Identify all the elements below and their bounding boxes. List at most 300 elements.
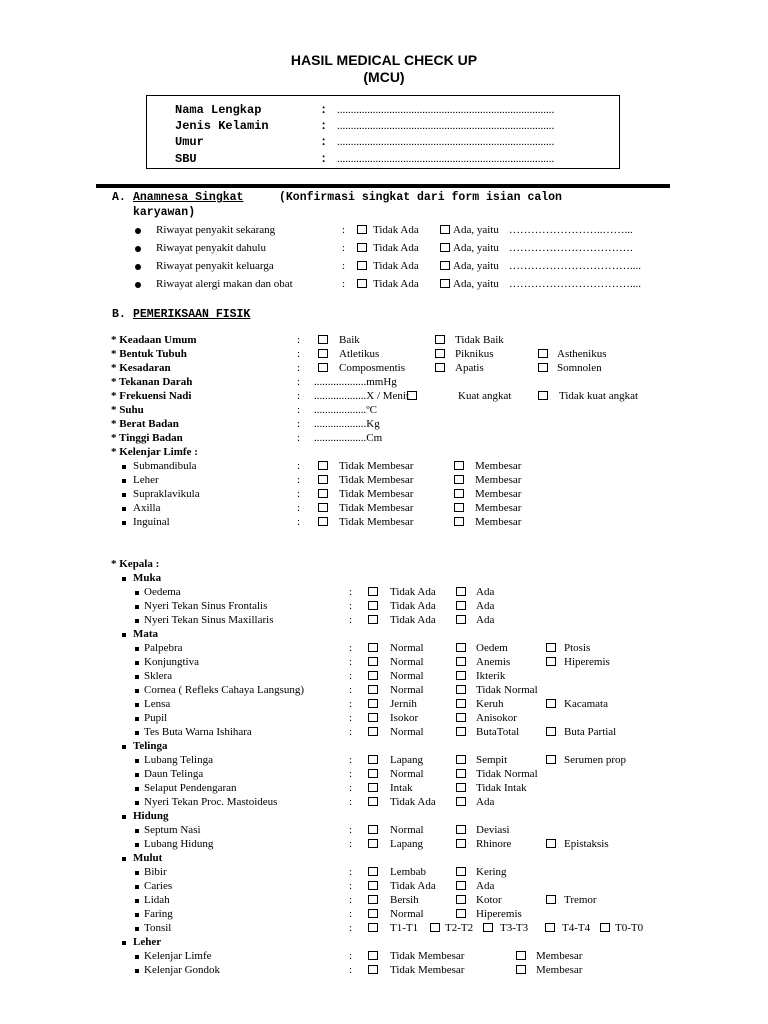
colon: : (349, 866, 353, 878)
option-label: Membesar (475, 502, 522, 514)
exam-label: Caries (144, 880, 173, 892)
exam-label: * Tinggi Badan (111, 432, 183, 444)
checkbox[interactable] (456, 615, 466, 624)
option-label: Ada (476, 614, 495, 626)
option-label: Tidak Ada (373, 260, 419, 272)
option-label: Membesar (475, 460, 522, 472)
exam-label: Konjungtiva (144, 656, 199, 668)
checkbox[interactable] (546, 755, 556, 764)
checkbox[interactable] (456, 783, 466, 792)
checkbox-membesar[interactable] (454, 517, 464, 526)
bullet-icon (135, 787, 139, 791)
identity-colon: : (320, 119, 328, 133)
history-label: Riwayat penyakit sekarang (156, 224, 276, 236)
bullet-icon (135, 731, 139, 735)
checkbox[interactable] (456, 895, 466, 904)
checkbox[interactable] (318, 363, 328, 372)
option-label: Tidak Membesar (339, 474, 414, 486)
fill-line[interactable]: ……………………..……... (509, 224, 633, 236)
colon: : (297, 376, 301, 388)
measure-input[interactable]: ...................Kg (314, 418, 380, 430)
checkbox-tidak-ada[interactable] (357, 225, 367, 234)
colon: : (349, 754, 353, 766)
colon: : (349, 824, 353, 836)
exam-label: Faring (144, 908, 173, 920)
checkbox[interactable] (368, 797, 378, 806)
checkbox-tidak-ada[interactable] (357, 279, 367, 288)
history-label: Riwayat alergi makan dan obat (156, 278, 293, 290)
identity-label: Umur (175, 135, 204, 149)
exam-label: Selaput Pendengaran (144, 782, 237, 794)
option-label: Tidak Membesar (390, 950, 465, 962)
colon: : (297, 502, 301, 514)
bullet-icon (135, 264, 141, 270)
checkbox[interactable] (456, 699, 466, 708)
checkbox[interactable] (368, 615, 378, 624)
option-label: Normal (390, 670, 424, 682)
bullet-icon (135, 843, 139, 847)
exam-label: * Suhu (111, 404, 144, 416)
checkbox[interactable] (368, 951, 378, 960)
colon: : (297, 474, 301, 486)
option-label: Serumen prop (564, 754, 627, 766)
option-label: Tidak Normal (476, 684, 538, 696)
exam-label: Pupil (144, 712, 168, 724)
exam-label: Cornea ( Refleks Cahaya Langsung) (144, 684, 305, 696)
measure-input[interactable]: ...................mmHg (314, 376, 397, 388)
bullet-icon (122, 633, 126, 637)
section-a-heading: Anamnesa Singkat (133, 191, 244, 204)
checkbox[interactable] (456, 825, 466, 834)
colon: : (297, 404, 301, 416)
option-label: Membesar (475, 516, 522, 528)
checkbox[interactable] (368, 601, 378, 610)
bullet-icon (135, 801, 139, 805)
exam-label: * Berat Badan (111, 418, 179, 430)
option-label: Kering (476, 866, 507, 878)
checkbox-ada[interactable] (440, 279, 450, 288)
option-label: Epistaksis (564, 838, 609, 850)
colon: : (297, 432, 301, 444)
option-label: Ada (476, 796, 495, 808)
checkbox[interactable] (546, 727, 556, 736)
exam-label: Submandibula (133, 460, 197, 472)
option-label: Jernih (390, 698, 417, 710)
checkbox[interactable] (368, 783, 378, 792)
exam-label: Nyeri Tekan Proc. Mastoideus (144, 796, 278, 808)
colon: : (297, 488, 301, 500)
bullet-icon (122, 465, 126, 469)
colon: : (349, 894, 353, 906)
exam-label: Axilla (133, 502, 161, 514)
option-label: Anisokor (476, 712, 517, 724)
group-label: Muka (133, 572, 162, 584)
checkbox-tidak-ada[interactable] (357, 243, 367, 252)
exam-label: Lubang Hidung (144, 838, 214, 850)
exam-label: * Tekanan Darah (111, 376, 193, 388)
checkbox[interactable] (368, 881, 378, 890)
bullet-icon (122, 745, 126, 749)
option-label: Normal (390, 726, 424, 738)
group-label: Mata (133, 628, 159, 640)
checkbox[interactable] (546, 895, 556, 904)
option-label: Ikterik (476, 670, 506, 682)
checkbox[interactable] (368, 727, 378, 736)
option-label: Rhinore (476, 838, 512, 850)
option-label: Tremor (564, 894, 597, 906)
colon: : (297, 348, 301, 360)
checkbox-tidak-ada[interactable] (357, 261, 367, 270)
section-divider (96, 184, 670, 188)
history-label: Riwayat penyakit dahulu (156, 242, 266, 254)
bullet-icon (135, 675, 139, 679)
colon: : (349, 586, 353, 598)
option-label: T2-T2 (445, 922, 474, 934)
identity-label: Jenis Kelamin (175, 119, 269, 133)
exam-label: * Keadaan Umum (111, 334, 197, 346)
checkbox[interactable] (456, 909, 466, 918)
option-label: Membesar (475, 488, 522, 500)
colon: : (297, 418, 301, 430)
bullet-icon (135, 969, 139, 973)
checkbox[interactable] (368, 699, 378, 708)
checkbox[interactable] (456, 671, 466, 680)
exam-label: Tonsil (144, 922, 172, 934)
checkbox[interactable] (368, 755, 378, 764)
checkbox-ada[interactable] (440, 243, 450, 252)
option-label: Ada (476, 586, 495, 598)
option-label: Ada (476, 600, 495, 612)
exam-label: Nyeri Tekan Sinus Frontalis (144, 600, 268, 612)
colon: : (342, 242, 346, 254)
checkbox-tidak-membesar[interactable] (318, 461, 328, 470)
bullet-icon (135, 619, 139, 623)
colon: : (349, 880, 353, 892)
option-label: Lembab (390, 866, 427, 878)
checkbox-membesar[interactable] (454, 461, 464, 470)
exam-label: * Kesadaran (111, 362, 171, 374)
option-label: Tidak Ada (390, 586, 436, 598)
checkbox-tidak-membesar[interactable] (318, 517, 328, 526)
option-label: Apatis (455, 362, 484, 374)
checkbox[interactable] (456, 685, 466, 694)
exam-label: Sklera (144, 670, 173, 682)
colon: : (297, 390, 301, 402)
bullet-icon (135, 927, 139, 931)
option-label: Ada (476, 880, 495, 892)
option-label: Ada, yaitu (453, 242, 499, 254)
colon: : (349, 684, 353, 696)
group-label: Hidung (133, 810, 169, 822)
checkbox[interactable] (368, 909, 378, 918)
bullet-icon (135, 885, 139, 889)
colon: : (342, 278, 346, 290)
exam-label: Nyeri Tekan Sinus Maxillaris (144, 614, 274, 626)
checkbox[interactable] (456, 755, 466, 764)
option-label: Tidak Membesar (339, 460, 414, 472)
option-label: Ptosis (564, 642, 591, 654)
option-label: Tidak Membesar (390, 964, 465, 976)
bullet-icon (135, 871, 139, 875)
section-b-heading: PEMERIKSAAN FISIK (133, 308, 251, 321)
bullet-icon (135, 913, 139, 917)
checkbox-tidak-membesar[interactable] (318, 503, 328, 512)
option-label: Normal (390, 768, 424, 780)
option-label: Normal (390, 642, 424, 654)
option-label: Tidak Ada (373, 278, 419, 290)
fill-line[interactable]: …………………………….... (509, 260, 641, 272)
checkbox[interactable] (435, 335, 445, 344)
bullet-icon (135, 605, 139, 609)
bullet-icon (122, 507, 126, 511)
form-title: HASIL MEDICAL CHECK UP (290, 52, 478, 68)
option-label: Tidak Baik (455, 334, 504, 346)
section-b-letter: B. (112, 308, 126, 321)
checkbox[interactable] (368, 895, 378, 904)
option-label: Tidak Membesar (339, 488, 414, 500)
option-label: Hiperemis (564, 656, 610, 668)
checkbox[interactable] (430, 923, 440, 932)
option-label: Sempit (476, 754, 508, 766)
bullet-icon (135, 717, 139, 721)
identity-colon: : (320, 103, 328, 117)
fill-line[interactable]: ……………………………. (509, 242, 633, 254)
option-label: Deviasi (476, 824, 510, 836)
checkbox[interactable] (368, 713, 378, 722)
checkbox[interactable] (546, 643, 556, 652)
option-label: Ada, yaitu (453, 278, 499, 290)
colon: : (297, 362, 301, 374)
checkbox[interactable] (545, 923, 555, 932)
option-label: Normal (390, 656, 424, 668)
bullet-icon (135, 647, 139, 651)
colon: : (349, 922, 353, 934)
identity-label: Nama Lengkap (175, 103, 262, 117)
checkbox[interactable] (456, 587, 466, 596)
option-label: Tidak Membesar (339, 516, 414, 528)
colon: : (349, 712, 353, 724)
identity-label: SBU (175, 152, 197, 166)
colon: : (349, 600, 353, 612)
measure-input[interactable]: ...................X / Menit (314, 390, 410, 402)
measure-input[interactable]: ...................Cm (314, 432, 383, 444)
option-label: Normal (390, 908, 424, 920)
checkbox[interactable] (456, 657, 466, 666)
kelenjar-limfe-label: * Kelenjar Limfe : (111, 446, 198, 458)
checkbox[interactable] (456, 713, 466, 722)
checkbox[interactable] (538, 349, 548, 358)
colon: : (342, 224, 346, 236)
option-label: Tidak Ada (390, 796, 436, 808)
checkbox[interactable] (368, 671, 378, 680)
bullet-icon (135, 689, 139, 693)
option-label: Atletikus (339, 348, 380, 360)
option-label: Tidak Normal (476, 768, 538, 780)
colon: : (297, 334, 301, 346)
bullet-icon (122, 857, 126, 861)
checkbox[interactable] (368, 839, 378, 848)
option-label: Lapang (390, 838, 423, 850)
bullet-icon (122, 941, 126, 945)
checkbox[interactable] (368, 923, 378, 932)
option-label: Composmentis (339, 362, 406, 374)
checkbox[interactable] (600, 923, 610, 932)
exam-label: Palpebra (144, 642, 183, 654)
option-label: Asthenikus (557, 348, 607, 360)
colon: : (349, 782, 353, 794)
checkbox[interactable] (318, 349, 328, 358)
exam-label: Supraklavikula (133, 488, 200, 500)
exam-label: * Bentuk Tubuh (111, 348, 187, 360)
bullet-icon (135, 899, 139, 903)
exam-label: Lidah (144, 894, 170, 906)
bullet-icon (122, 577, 126, 581)
checkbox[interactable] (368, 965, 378, 974)
checkbox[interactable] (318, 335, 328, 344)
checkbox[interactable] (456, 881, 466, 890)
checkbox[interactable] (368, 587, 378, 596)
checkbox[interactable] (456, 769, 466, 778)
option-label: Isokor (390, 712, 419, 724)
option-label: Tidak Ada (373, 224, 419, 236)
exam-label: Kelenjar Limfe (144, 950, 212, 962)
option-label: Anemis (476, 656, 511, 668)
checkbox[interactable] (368, 657, 378, 666)
option-label: ButaTotal (476, 726, 520, 738)
option-label: T0-T0 (615, 922, 644, 934)
checkbox[interactable] (368, 685, 378, 694)
bullet-icon (135, 829, 139, 833)
bullet-icon (135, 246, 141, 252)
option-label: Tidak Ada (390, 614, 436, 626)
identity-input[interactable]: ............................................................................... (337, 153, 555, 165)
bullet-icon (135, 773, 139, 777)
fill-line[interactable]: …………………………….... (509, 278, 641, 290)
checkbox[interactable] (516, 951, 526, 960)
checkbox-membesar[interactable] (454, 475, 464, 484)
option-label: Kuat angkat (458, 390, 512, 402)
option-label: Tidak Ada (373, 242, 419, 254)
option-label: Piknikus (455, 348, 494, 360)
checkbox[interactable] (368, 769, 378, 778)
kepala-label: * Kepala : (111, 558, 160, 570)
option-label: Tidak Ada (390, 600, 436, 612)
exam-label: * Frekuensi Nadi (111, 390, 192, 402)
form-subtitle: (MCU) (363, 69, 405, 85)
identity-colon: : (320, 152, 328, 166)
option-label: Ada, yaitu (453, 260, 499, 272)
exam-label: Kelenjar Gondok (144, 964, 221, 976)
option-label: Somnolen (557, 362, 602, 374)
checkbox[interactable] (483, 923, 493, 932)
colon: : (349, 950, 353, 962)
bullet-icon (135, 703, 139, 707)
option-label: Hiperemis (476, 908, 522, 920)
identity-input[interactable]: ............................................................................... (337, 136, 555, 148)
checkbox[interactable] (456, 727, 466, 736)
colon: : (349, 964, 353, 976)
colon: : (297, 516, 301, 528)
option-label: Kotor (476, 894, 502, 906)
checkbox[interactable] (538, 363, 548, 372)
option-label: Normal (390, 684, 424, 696)
identity-input[interactable]: ............................................................................... (337, 104, 555, 116)
option-label: T4-T4 (562, 922, 591, 934)
option-label: Tidak Ada (390, 880, 436, 892)
colon: : (297, 460, 301, 472)
option-label: Tidak Intak (476, 782, 527, 794)
checkbox[interactable] (456, 797, 466, 806)
bullet-icon (122, 493, 126, 497)
exam-label: Bibir (144, 866, 167, 878)
checkbox-membesar[interactable] (454, 503, 464, 512)
checkbox[interactable] (546, 699, 556, 708)
checkbox[interactable] (456, 643, 466, 652)
checkbox[interactable] (456, 601, 466, 610)
checkbox-membesar[interactable] (454, 489, 464, 498)
bullet-icon (135, 661, 139, 665)
checkbox[interactable] (435, 349, 445, 358)
section-a-note-cont: karyawan) (133, 206, 196, 219)
checkbox[interactable] (368, 867, 378, 876)
checkbox[interactable] (368, 825, 378, 834)
checkbox[interactable] (546, 657, 556, 666)
checkbox-ada[interactable] (440, 225, 450, 234)
checkbox-tidak-membesar[interactable] (318, 489, 328, 498)
checkbox[interactable] (456, 839, 466, 848)
bullet-icon (135, 591, 139, 595)
colon: : (349, 698, 353, 710)
group-label: Leher (133, 936, 162, 948)
colon: : (349, 838, 353, 850)
checkbox-tidak-membesar[interactable] (318, 475, 328, 484)
measure-input[interactable]: ...................ºC (314, 404, 377, 416)
checkbox[interactable] (546, 839, 556, 848)
bullet-icon (135, 228, 141, 234)
colon: : (349, 768, 353, 780)
colon: : (349, 642, 353, 654)
bullet-icon (122, 815, 126, 819)
colon: : (342, 260, 346, 272)
option-label: Baik (339, 334, 360, 346)
bullet-icon (122, 521, 126, 525)
exam-label: Oedema (144, 586, 181, 598)
colon: : (349, 656, 353, 668)
bullet-icon (135, 759, 139, 763)
group-label: Mulut (133, 852, 163, 864)
checkbox[interactable] (368, 643, 378, 652)
exam-label: Tes Buta Warna Ishihara (144, 726, 252, 738)
exam-label: Septum Nasi (144, 824, 201, 836)
checkbox-ada[interactable] (440, 261, 450, 270)
option-label: Ada, yaitu (453, 224, 499, 236)
identity-input[interactable]: ............................................................................... (337, 120, 555, 132)
checkbox[interactable] (456, 867, 466, 876)
colon: : (349, 726, 353, 738)
exam-label: Lensa (144, 698, 171, 710)
exam-label: Leher (133, 474, 159, 486)
history-label: Riwayat penyakit keluarga (156, 260, 274, 272)
checkbox[interactable] (435, 363, 445, 372)
checkbox[interactable] (407, 391, 417, 400)
option-label: Normal (390, 824, 424, 836)
option-label: Buta Partial (564, 726, 617, 738)
checkbox[interactable] (538, 391, 548, 400)
option-label: Keruh (476, 698, 504, 710)
exam-label: Daun Telinga (144, 768, 204, 780)
checkbox[interactable] (516, 965, 526, 974)
bullet-icon (135, 955, 139, 959)
